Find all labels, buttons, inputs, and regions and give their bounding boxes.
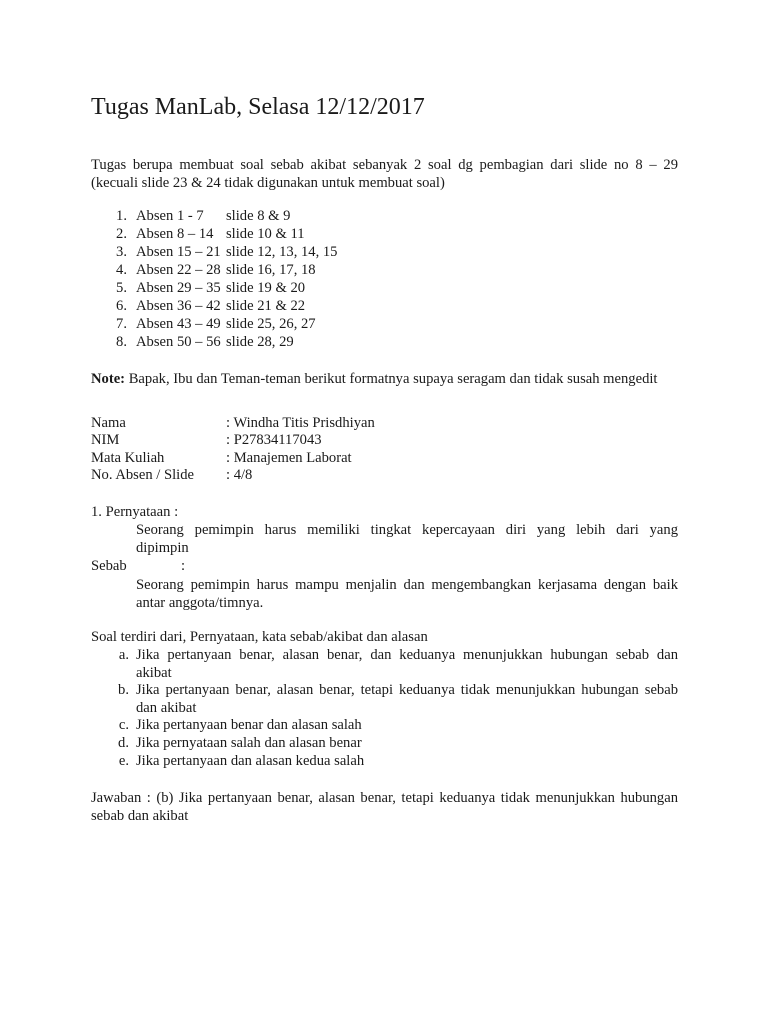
list-number: 7. [116,316,127,332]
intro-line-2: (kecuali slide 23 & 24 tidak digunakan untuk membuat soal) [91,175,445,191]
sebab-line-1: Seorang pemimpin harus mampu menjalin dan mengembangkan kerjasama dengan baik [136,577,678,593]
list-number: 6. [116,298,127,314]
absen-range: Absen 43 – 49 [136,316,221,332]
slide-range: slide 16, 17, 18 [226,262,316,278]
sebab-label: Sebab [91,558,127,574]
option-text-line-1: Jika pertanyaan dan alasan kedua salah [136,753,365,769]
note-label: Note: [91,371,126,387]
list-item [0,681,768,717]
slide-range: slide 19 & 20 [226,280,306,296]
absen-range: Absen 1 - 7 [136,208,204,224]
slide-range: slide 28, 29 [226,334,294,350]
option-text-line-1: Jika pernyataan salah dan alasan benar [136,735,362,751]
absen-range: Absen 15 – 21 [136,244,221,260]
pernyataan-line-1: Seorang pemimpin harus memiliki tingkat kepercayaan diri yang lebih dari yang [136,522,678,538]
option-text-line-1: Jika pertanyaan benar, alasan benar, tetapi keduanya tidak menunjukkan hubungan sebab [136,682,678,698]
list-item [0,716,768,734]
intro-paragraph [91,156,678,192]
intro-line-1: Tugas berupa membuat soal sebab akibat sebanyak 2 soal dg pembagian dari slide no 8 – 29 [91,157,678,173]
option-letter: c. [118,717,129,733]
list-item [0,646,768,682]
jawaban-line-1: Jawaban : (b) Jika pertanyaan benar, alasan benar, tetapi keduanya tidak menunjukkan hubungan [91,790,678,806]
identity-key: Nama [91,415,126,431]
option-letter: d. [118,735,129,751]
note-text: Bapak, Ibu dan Teman-teman berikut formatnya supaya seragam dan tidak susah mengedit [125,371,658,387]
list-number: 3. [116,244,127,260]
absen-range: Absen 36 – 42 [136,298,221,314]
identity-value: : 4/8 [226,467,253,483]
jawaban-line-2: sebab dan akibat [91,808,189,824]
list-item [0,752,768,770]
pernyataan-line-2: dipimpin [136,540,189,556]
absen-range: Absen 22 – 28 [136,262,221,278]
slide-range: slide 10 & 11 [226,226,305,242]
identity-key: Mata Kuliah [91,450,165,466]
option-text-line-1: Jika pertanyaan benar dan alasan salah [136,717,362,733]
list-number: 1. [116,208,127,224]
identity-value: : Manajemen Laborat [226,450,352,466]
identity-row [91,449,491,467]
note-paragraph [91,370,678,388]
option-text-line-2: dan akibat [136,700,197,716]
option-text-line-1: Jika pertanyaan benar, alasan benar, dan keduanya menunjukkan hubungan sebab dan [136,647,678,663]
list-number: 8. [116,334,127,350]
option-letter: b. [118,682,129,698]
pernyataan-label: 1. Pernyataan : [91,504,179,520]
list-number: 5. [116,280,127,296]
list-item [0,734,768,752]
slide-range: slide 8 & 9 [226,208,291,224]
slide-range: slide 21 & 22 [226,298,306,314]
slide-range: slide 12, 13, 14, 15 [226,244,338,260]
absen-range: Absen 50 – 56 [136,334,221,350]
list-number: 2. [116,226,127,242]
sebab-line-2: antar anggota/timnya. [136,595,264,611]
option-letter: a. [118,647,129,663]
sebab-colon: : [181,558,186,574]
page-title: Tugas ManLab, Selasa 12/12/2017 [91,94,425,120]
identity-value: : Windha Titis Prisdhiyan [226,415,375,431]
soal-heading: Soal terdiri dari, Pernyataan, kata sebab/akibat dan alasan [91,629,428,645]
list-number: 4. [116,262,127,278]
identity-row [91,414,491,432]
absen-range: Absen 8 – 14 [136,226,214,242]
identity-row [91,431,491,449]
slide-range: slide 25, 26, 27 [226,316,316,332]
absen-range: Absen 29 – 35 [136,280,221,296]
identity-value: : P27834117043 [226,432,322,448]
option-letter: e. [118,753,129,769]
identity-key: NIM [91,432,120,448]
option-text-line-2: akibat [136,665,172,681]
identity-row [91,466,491,484]
identity-key: No. Absen / Slide [91,467,194,483]
